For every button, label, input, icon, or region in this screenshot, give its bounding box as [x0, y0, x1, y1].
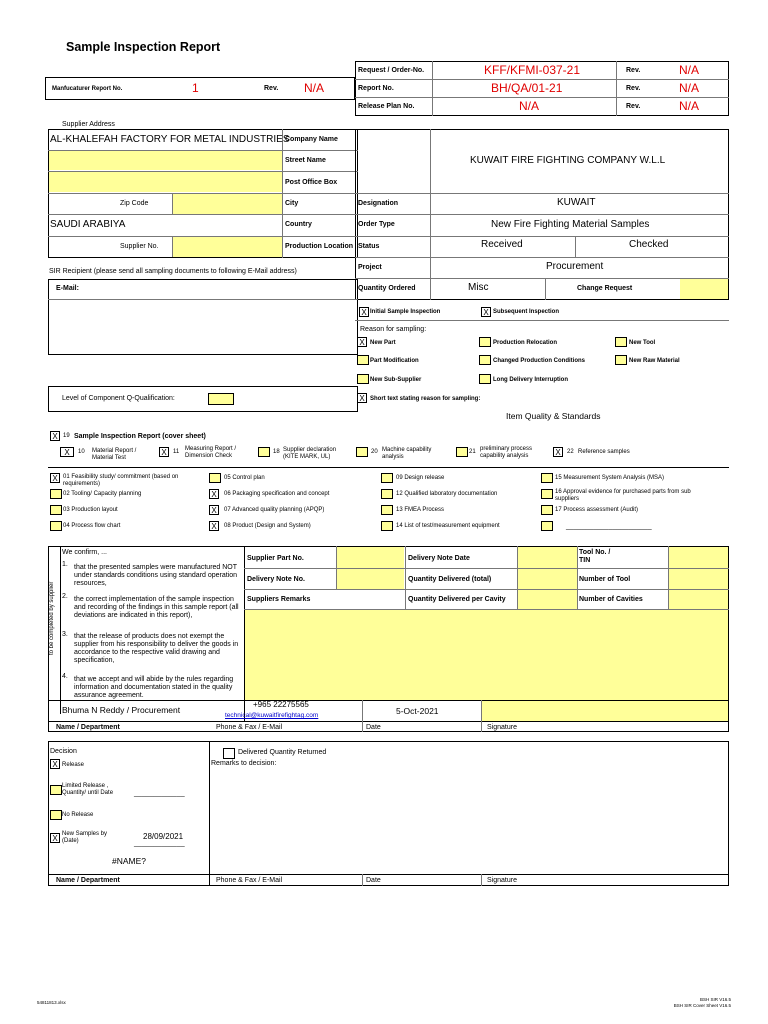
- doc-16-checkbox[interactable]: [541, 489, 553, 499]
- initial-inspection-label: Initial Sample Inspection: [370, 309, 441, 315]
- doc-blank-checkbox[interactable]: [541, 521, 553, 531]
- limited-release-blank[interactable]: _____________: [134, 790, 185, 797]
- doc-03-checkbox[interactable]: [50, 505, 62, 515]
- reason-production-relocation-label: Production Relocation: [493, 340, 558, 346]
- order-type-label: Order Type: [358, 221, 395, 228]
- quantity-ordered-value[interactable]: Misc: [468, 282, 489, 293]
- report-no-value[interactable]: BH/QA/01-21: [491, 81, 563, 95]
- subsequent-inspection-label: Subsequent Inspection: [493, 309, 560, 315]
- supplier-remarks-label: Suppliers Remarks: [247, 596, 311, 603]
- short-text-label: Short text stating reason for sampling:: [370, 396, 481, 402]
- short-text-value[interactable]: Item Quality & Standards: [506, 411, 601, 421]
- supplier-side-label: to be completed by supplier: [49, 581, 55, 655]
- limited-release-checkbox[interactable]: [50, 785, 62, 795]
- designation-value[interactable]: KUWAIT: [557, 197, 596, 208]
- number-cavities-label: Number of Cavities: [579, 596, 643, 603]
- designation-label: Designation: [358, 200, 399, 207]
- doc-06-label: 06 Packaging specification and concept: [224, 491, 330, 497]
- post-office-label: Post Office Box: [285, 179, 338, 186]
- reason-changed-conditions-checkbox[interactable]: [479, 355, 491, 365]
- version-line-2: BSH SIR Cover Sheet V16.5: [673, 1003, 731, 1008]
- footer-date-label-2: Date: [366, 877, 381, 884]
- doc-12-label: 12 Qualified laboratory documentation: [396, 491, 498, 497]
- decision-label: Decision: [50, 748, 77, 755]
- reason-long-delivery-checkbox[interactable]: [479, 374, 491, 384]
- status-label: Status: [358, 243, 380, 250]
- doc-05-checkbox[interactable]: [209, 473, 221, 483]
- manufacturer-report-value[interactable]: 1: [192, 81, 199, 95]
- returned-label: Delivered Quantity Returned: [238, 749, 327, 756]
- reason-new-sub-supplier-label: New Sub-Supplier: [370, 377, 422, 383]
- doc-09-checkbox[interactable]: [381, 473, 393, 483]
- confirm-item-3-no: 3.: [62, 631, 68, 638]
- doc-05-label: 05 Control plan: [224, 475, 265, 481]
- reason-new-tool-checkbox[interactable]: [615, 337, 627, 347]
- doc-07-label: 07 Advanced quality planning (APQP): [224, 507, 325, 513]
- reason-new-part-checkbox[interactable]: X: [357, 337, 367, 347]
- cover-sheet-no: 19: [63, 433, 70, 439]
- doc-18-no: 18: [273, 449, 280, 455]
- footer-date-label-1: Date: [366, 724, 381, 731]
- change-request-label: Change Request: [577, 285, 633, 292]
- we-confirm-label: We confirm, ...: [62, 549, 107, 556]
- version-line-1: BSH SIR V16.5: [699, 997, 731, 1002]
- new-samples-label: New Samples by (Date): [62, 831, 108, 844]
- doc-22-no: 22: [567, 449, 574, 455]
- delivery-note-date-label: Delivery Note Date: [408, 555, 470, 562]
- supplier-signature-field[interactable]: [481, 701, 728, 721]
- supplier-remarks-field[interactable]: [245, 610, 728, 701]
- release-rev-label: Rev.: [626, 103, 641, 110]
- reason-changed-conditions-label: Changed Production Conditions: [493, 358, 585, 364]
- footer-signature-label-2: Signature: [487, 877, 517, 884]
- no-release-checkbox[interactable]: [50, 810, 62, 820]
- doc-21-label: preliminary process capability analysis: [480, 446, 533, 459]
- doc-12-checkbox[interactable]: [381, 489, 393, 499]
- short-text-checkbox[interactable]: X: [357, 393, 367, 403]
- confirm-item-1-no: 1.: [62, 561, 68, 568]
- doc-16-label: 16 Approval evidence for purchased parts from sub suppliers: [555, 489, 691, 502]
- confirm-item-2: the correct implementation of the sample inspection and recording of the findings in this sample report (all deviations are indicated in this report),: [74, 596, 239, 620]
- project-value[interactable]: Procurement: [546, 261, 604, 272]
- report-rev-value[interactable]: N/A: [679, 81, 700, 95]
- street-name-label: Street Name: [285, 157, 326, 164]
- sir-recipient-note: SIR Recipient (please send all sampling documents to following E-Mail address): [49, 268, 297, 275]
- initial-inspection-checkbox[interactable]: X: [359, 307, 369, 317]
- release-rev-value[interactable]: N/A: [679, 99, 700, 113]
- doc-11-label: Measuring Report / Dimension Check: [185, 446, 237, 459]
- delivery-note-no-label: Delivery Note No.: [247, 576, 305, 583]
- order-type-value[interactable]: New Fire Fighting Material Samples: [491, 219, 650, 230]
- supplier-no-label: Supplier No.: [120, 243, 159, 250]
- doc-06-checkbox[interactable]: X: [209, 489, 219, 499]
- doc-02-label: 02 Tooling/ Capacity planning: [63, 491, 142, 497]
- confirm-item-2-no: 2.: [62, 593, 68, 600]
- release-plan-label: Release Plan No.: [358, 103, 415, 110]
- doc-14-checkbox[interactable]: [381, 521, 393, 531]
- cover-sheet-checkbox[interactable]: X: [50, 431, 60, 441]
- reason-part-modification-checkbox[interactable]: [357, 355, 369, 365]
- confirm-item-3: that the release of products does not exempt the supplier from his responsibility to deliver the goods in accordance to the respective valid drawing and specification,: [74, 633, 239, 665]
- doc-01-label: 01 Feasibility study/ commitment (based on requirements): [63, 474, 179, 487]
- supplier-company-name[interactable]: AL-KHALEFAH FACTORY FOR METAL INDUSTRIES: [50, 134, 290, 145]
- status-received[interactable]: Received: [481, 239, 523, 250]
- request-rev-value[interactable]: N/A: [679, 63, 700, 77]
- quantity-delivered-field[interactable]: [518, 569, 577, 589]
- doc-17-checkbox[interactable]: [541, 505, 553, 515]
- release-label: Release: [62, 762, 85, 768]
- city-label: City: [285, 200, 299, 207]
- new-samples-date[interactable]: 28/09/2021: [143, 832, 184, 841]
- delivery-note-date-field[interactable]: [518, 547, 577, 568]
- reason-new-tool-label: New Tool: [629, 340, 656, 346]
- doc-21-no: 21: [469, 449, 476, 455]
- tool-no-label: Tool No. / TIN: [579, 549, 611, 565]
- doc-blank-line: ______________________: [566, 523, 652, 530]
- supplier-part-label: Supplier Part No.: [247, 555, 304, 562]
- reason-part-modification-label: Part Modification: [370, 358, 419, 364]
- new-samples-underline: _____________: [134, 840, 185, 847]
- supplier-country[interactable]: SAUDI ARABIYA: [50, 219, 126, 230]
- confirm-item-1: that the presented samples were manufactured NOT under standards conditions using standard operation resources,: [74, 564, 238, 588]
- number-tool-label: Number of Tool: [579, 576, 631, 583]
- cover-sheet-label: Sample Inspection Report (cover sheet): [74, 433, 206, 440]
- reason-new-sub-supplier-checkbox[interactable]: [357, 374, 369, 384]
- decision-name-value[interactable]: #NAME?: [112, 856, 147, 866]
- doc-03-label: 03 Production layout: [63, 507, 118, 513]
- reason-label: Reason for sampling:: [360, 326, 427, 333]
- reason-production-relocation-checkbox[interactable]: [479, 337, 491, 347]
- signer-phone[interactable]: +965 22275565: [253, 700, 309, 709]
- doc-04-label: 04 Process flow chart: [63, 523, 121, 529]
- signer-email[interactable]: technical@kuwaitfirefightag.com: [225, 712, 319, 719]
- doc-04-checkbox[interactable]: [50, 521, 62, 531]
- limited-release-label: Limited Release , Quantity/ until Date: [62, 783, 114, 796]
- doc-21-checkbox[interactable]: [456, 447, 468, 457]
- doc-09-label: 09 Design release: [396, 475, 445, 481]
- page-title: Sample Inspection Report: [66, 40, 221, 54]
- supplier-no-field[interactable]: [172, 236, 282, 257]
- quantity-cavity-field[interactable]: [518, 590, 577, 609]
- supplier-part-field[interactable]: [337, 547, 404, 568]
- doc-15-label: 15 Measurement System Analysis (MSA): [555, 475, 665, 481]
- manufacturer-rev-label: Rev.: [264, 85, 279, 92]
- number-cavities-field[interactable]: [669, 590, 728, 609]
- signer-name[interactable]: Bhuma N Reddy / Procurement: [62, 705, 181, 715]
- doc-20-no: 20: [371, 449, 378, 455]
- level-label: Level of Component Q-Qualification:: [62, 395, 175, 402]
- doc-01-checkbox[interactable]: X: [50, 473, 60, 483]
- doc-10-no: 10: [78, 449, 85, 455]
- doc-02-checkbox[interactable]: [50, 489, 62, 499]
- returned-checkbox[interactable]: [223, 748, 235, 759]
- doc-20-checkbox[interactable]: [356, 447, 368, 457]
- report-no-label: Report No.: [358, 85, 394, 92]
- remarks-label: Remarks to decision:: [211, 760, 277, 767]
- project-label: Project: [358, 264, 382, 271]
- request-order-value[interactable]: KFF/KFMI-037-21: [484, 63, 581, 77]
- subsequent-inspection-checkbox[interactable]: X: [481, 307, 491, 317]
- request-rev-label: Rev.: [626, 67, 641, 74]
- doc-22-checkbox[interactable]: X: [553, 447, 563, 457]
- email-label: E-Mail:: [56, 285, 79, 292]
- email-box: [48, 279, 358, 355]
- release-checkbox[interactable]: X: [50, 759, 60, 769]
- company-name-label: Company Name: [285, 136, 338, 143]
- new-samples-checkbox[interactable]: X: [50, 833, 60, 843]
- zip-code-label: Zip Code: [120, 200, 149, 207]
- country-label: Country: [285, 221, 312, 228]
- doc-14-label: 14 List of test/measurement equipment: [396, 523, 500, 529]
- reason-new-raw-material-label: New Raw Material: [629, 358, 680, 364]
- decision-box: [48, 741, 729, 886]
- confirm-item-4-no: 4.: [62, 673, 68, 680]
- doc-18-checkbox[interactable]: [258, 447, 270, 457]
- quantity-delivered-label: Quantity Delivered (total): [408, 576, 492, 583]
- tool-no-field[interactable]: [669, 547, 728, 568]
- release-plan-value[interactable]: N/A: [519, 99, 540, 113]
- doc-11-checkbox[interactable]: X: [159, 447, 169, 457]
- doc-13-label: 13 FMEA Process: [396, 507, 445, 513]
- level-field[interactable]: [208, 393, 234, 405]
- production-location-label: Production Location: [285, 243, 354, 250]
- doc-22-label: Reference samples: [578, 449, 630, 455]
- doc-10-checkbox[interactable]: X: [60, 447, 74, 457]
- doc-10-label: Material Report / Material Test: [92, 448, 137, 461]
- doc-07-checkbox[interactable]: X: [209, 505, 219, 515]
- doc-08-label: 08 Product (Design and System): [224, 523, 311, 529]
- manufacturer-report-label: Manfucaturer Report No.: [52, 86, 123, 92]
- reason-new-raw-material-checkbox[interactable]: [615, 355, 627, 365]
- footer-name-label-1: Name / Department: [56, 724, 120, 731]
- street-name-field[interactable]: [49, 150, 282, 170]
- confirm-item-4: that we accept and will abide by the rules regarding information and documentation stated in the quality assurance agreement.: [74, 676, 234, 700]
- file-name: 54811813.xlsx: [37, 1000, 66, 1005]
- status-checked[interactable]: Checked: [629, 239, 669, 250]
- reason-new-part-label: New Part: [370, 340, 396, 346]
- footer-phone-label-1: Phone & Fax / E-Mail: [216, 724, 283, 731]
- quantity-ordered-label: Quantity Ordered: [358, 285, 416, 292]
- doc-11-no: 11: [173, 449, 180, 455]
- number-tool-field[interactable]: [669, 569, 728, 589]
- doc-20-label: Machine capability analysis: [382, 447, 432, 460]
- supplier-address-label: Supplier Address: [62, 121, 115, 128]
- reason-long-delivery-label: Long Delivery Interruption: [493, 377, 569, 383]
- zip-code-field[interactable]: [172, 193, 282, 214]
- report-rev-label: Rev.: [626, 85, 641, 92]
- footer-name-label-2: Name / Department: [56, 877, 120, 884]
- delivery-note-no-field[interactable]: [337, 569, 404, 589]
- quantity-cavity-label: Quantity Delivered per Cavity: [408, 596, 506, 603]
- change-request-field[interactable]: [680, 279, 728, 299]
- doc-18-label: Supplier declaration (KITE MARK, UL): [283, 447, 337, 460]
- footer-signature-label-1: Signature: [487, 724, 517, 731]
- request-order-label: Request / Order-No.: [358, 67, 425, 74]
- doc-08-checkbox[interactable]: X: [209, 521, 219, 531]
- doc-15-checkbox[interactable]: [541, 473, 553, 483]
- signer-date[interactable]: 5-Oct-2021: [396, 706, 439, 716]
- no-release-label: No Release: [62, 812, 94, 818]
- doc-13-checkbox[interactable]: [381, 505, 393, 515]
- doc-17-label: 17 Process assessment (Audit): [555, 507, 639, 513]
- customer-name[interactable]: KUWAIT FIRE FIGHTING COMPANY W.L.L: [470, 155, 666, 166]
- manufacturer-rev-value[interactable]: N/A: [304, 81, 325, 95]
- post-office-field[interactable]: [49, 171, 282, 192]
- footer-phone-label-2: Phone & Fax / E-Mail: [216, 877, 283, 884]
